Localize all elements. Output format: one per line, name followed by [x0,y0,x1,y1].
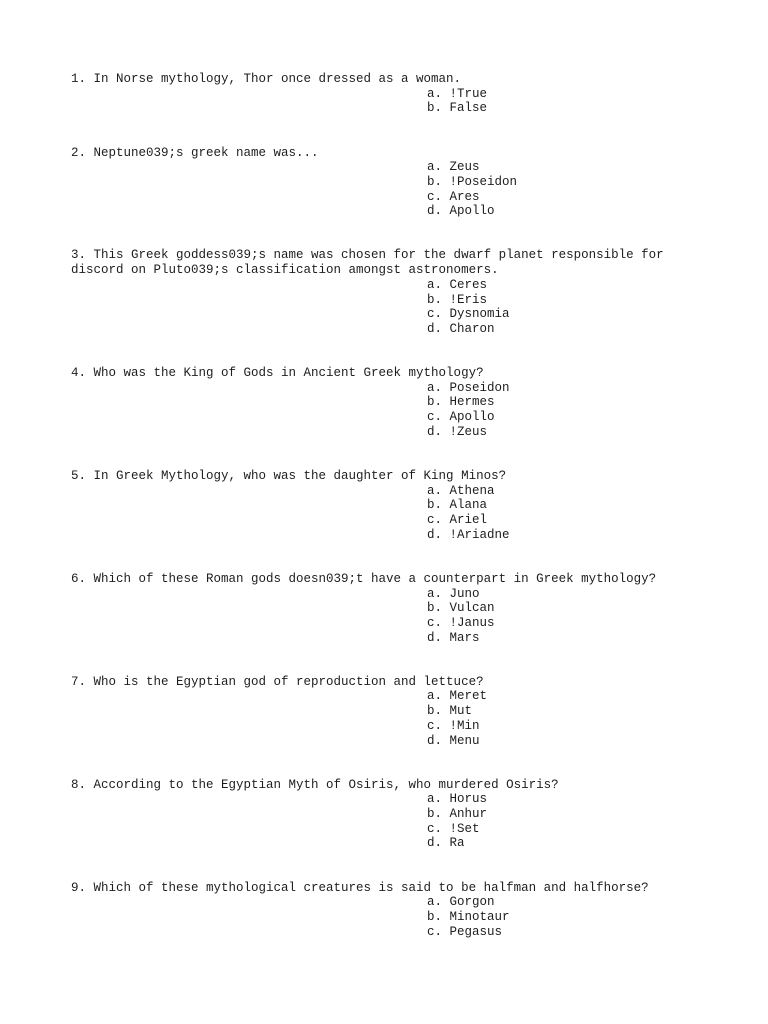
answer-option: d. Mars [427,630,480,645]
answer-option: b. !Poseidon [427,174,518,189]
answer-option: a. Ceres [427,277,488,292]
answer-option: b. False [427,101,488,116]
quiz-document [71,72,671,969]
answer-option: a. Zeus [427,160,480,175]
question-text: 4. Who was the King of Gods in Ancient Greek mythology? [71,366,484,381]
answer-option: c. Pegasus [427,924,503,939]
question-block [71,469,671,543]
question-text: 5. In Greek Mythology, who was the daughter of King Minos? [71,468,507,483]
question-text: 9. Which of these mythological creatures is said to be halfman and halfhorse? [71,880,649,895]
answer-option: a. Athena [427,483,495,498]
answer-option: b. Hermes [427,395,495,410]
answer-option: c. !Janus [427,615,495,630]
question-text: 1. In Norse mythology, Thor once dressed as a woman. [71,72,462,86]
answer-option: a. Juno [427,586,480,601]
answer-options [71,278,671,337]
question-block [71,248,671,336]
answer-options [71,895,671,939]
answer-option: c. !Min [427,718,480,733]
answer-options [71,689,671,748]
answer-options [71,587,671,646]
answer-option: b. Anhur [427,807,488,822]
answer-option: c. Ariel [427,513,488,528]
question-block [71,675,671,749]
answer-option: b. Minotaur [427,909,510,924]
answer-option: b. !Eris [427,292,488,307]
question-block [71,572,671,646]
answer-option: c. Ares [427,189,480,204]
answer-options [71,87,671,116]
answer-option: d. !Ariadne [427,527,510,542]
question-block [71,366,671,440]
answer-option: d. Ra [427,836,465,851]
answer-options [71,381,671,440]
answer-option: a. Poseidon [427,380,510,395]
answer-option: a. Meret [427,689,488,704]
question-text: 6. Which of these Roman gods doesn039;t have a counterpart in Greek mythology? [71,571,657,586]
question-text: 2. Neptune039;s greek name was... [71,145,319,160]
answer-option: d. Menu [427,733,480,748]
question-text: 3. This Greek goddess039;s name was chosen for the dwarf planet responsible for discord on Pluto039;s classification amongst astronomers. [71,248,664,278]
question-text: 7. Who is the Egyptian god of reproduction and lettuce? [71,674,484,689]
question-text: 8. According to the Egyptian Myth of Osiris, who murdered Osiris? [71,777,559,792]
answer-option: a. Gorgon [427,895,495,910]
question-block [71,72,671,116]
answer-option: b. Mut [427,704,473,719]
answer-option: b. Vulcan [427,601,495,616]
answer-options [71,792,671,851]
question-block [71,778,671,852]
answer-options [71,484,671,543]
answer-option: a. !True [427,86,488,101]
answer-options [71,160,671,219]
question-block [71,881,671,940]
answer-option: c. Dysnomia [427,307,510,322]
answer-option: c. Apollo [427,410,495,425]
answer-option: c. !Set [427,821,480,836]
answer-option: b. Alana [427,498,488,513]
answer-option: d. !Zeus [427,424,488,439]
answer-option: d. Charon [427,321,495,336]
answer-option: d. Apollo [427,204,495,219]
question-block [71,146,671,220]
answer-option: a. Horus [427,792,488,807]
